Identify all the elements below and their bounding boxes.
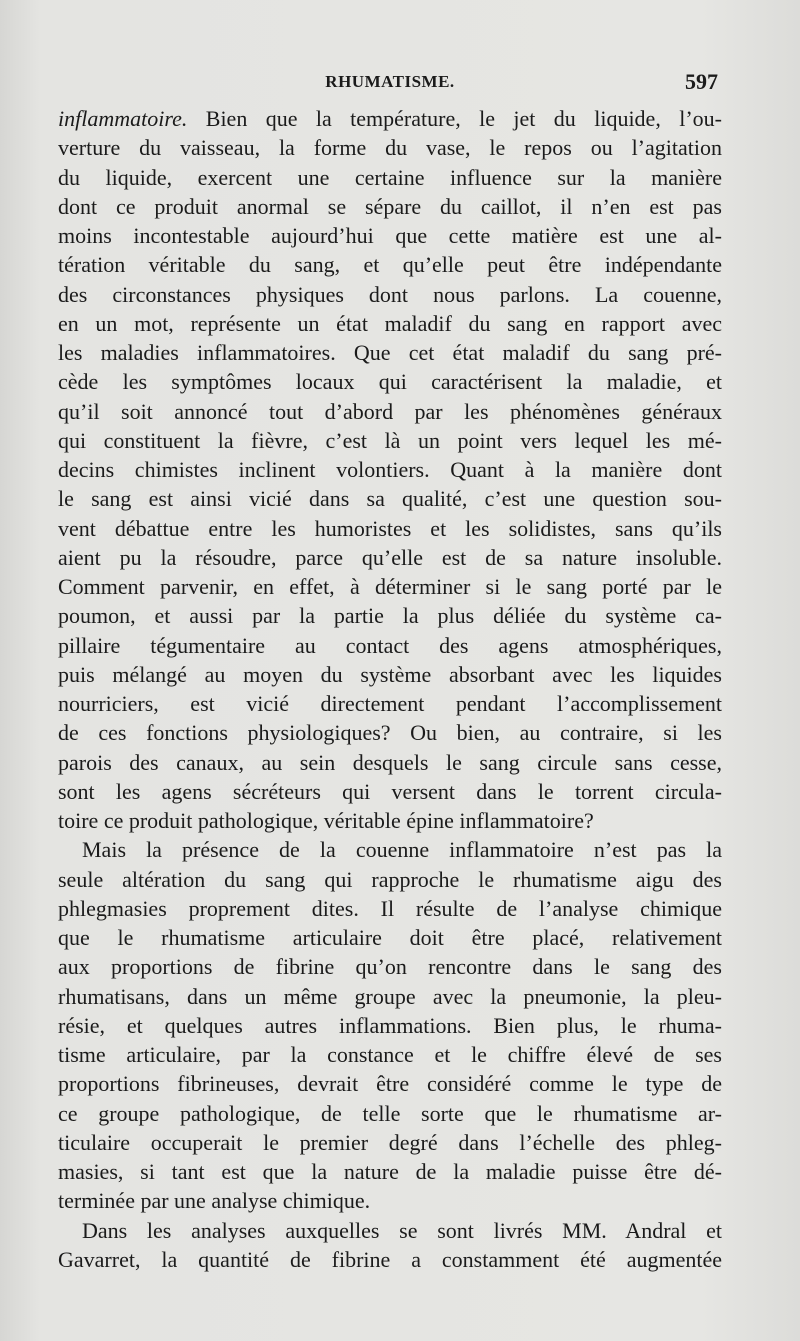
line-text: aux proportions de fibrine qu’on rencontre dans le sang des [58, 954, 722, 980]
line-text: cède les symptômes locaux qui caractérisent la maladie, et [58, 369, 722, 395]
line-text: ce groupe pathologique, de telle sorte que le rhumatisme ar- [58, 1100, 722, 1126]
running-head: RHUMATISME. [325, 72, 455, 91]
text-line [58, 660, 722, 689]
text-line [58, 689, 722, 718]
body-text [58, 104, 722, 1274]
text-line [58, 338, 722, 367]
text-line [58, 806, 722, 835]
text-line [58, 1040, 722, 1069]
line-text: verture du vaisseau, la forme du vase, le repos ou l’agitation [58, 135, 722, 161]
line-text: tisme articulaire, par la constance et le chiffre élevé de ses [58, 1042, 722, 1067]
line-text: masies, si tant est que la nature de la maladie puisse être dé- [58, 1159, 722, 1184]
text-line [58, 484, 722, 513]
text-line [58, 952, 722, 981]
text-line [58, 397, 722, 426]
text-line [58, 1186, 722, 1215]
text-line [58, 426, 722, 455]
text-line [58, 133, 722, 162]
text-line [58, 894, 722, 923]
text-line [58, 601, 722, 630]
text-line [58, 309, 722, 338]
text-line [58, 982, 722, 1011]
text-line [58, 777, 722, 806]
line-text: Mais la présence de la couenne inflammatoire n’est pas la [82, 837, 722, 863]
line-text: toire ce produit pathologique, véritable épine inflammatoire? [58, 808, 594, 833]
text-line [58, 1128, 722, 1157]
text-line [58, 1011, 722, 1040]
text-line [58, 367, 722, 396]
text-line [58, 865, 722, 894]
line-text: puis mélangé au moyen du système absorbant avec les liquides [58, 661, 722, 687]
line-text: qui constituent la fièvre, c’est là un point vers lequel les mé- [58, 427, 722, 453]
line-text: qu’il soit annoncé tout d’abord par les phénomènes généraux [58, 398, 722, 424]
text-line [58, 250, 722, 279]
line-text: du liquide, exercent une certaine influence sur la manière [58, 164, 722, 190]
line-text: phlegmasies proprement dites. Il résulte de l’analyse chimique [58, 895, 722, 921]
line-text: aient pu la résoudre, parce qu’elle est de sa nature insoluble. [58, 544, 722, 570]
line-text: sont les agens sécréteurs qui versent dans le torrent circula- [58, 778, 722, 804]
page-number: 597 [685, 69, 718, 94]
line-text: moins incontestable aujourd’hui que cette matière est une al- [58, 223, 722, 248]
line-text: le sang est ainsi vicié dans sa qualité, c’est une question sou- [58, 486, 722, 512]
text-line [58, 631, 722, 660]
line-text: terminée par une analyse chimique. [58, 1188, 371, 1214]
text-line [58, 163, 722, 192]
line-text: tération véritable du sang, et qu’elle peut être indépendante [58, 252, 722, 278]
text-line [58, 572, 722, 601]
line-text: ticulaire occuperait le premier degré dans l’échelle des phleg- [58, 1129, 722, 1155]
text-line [58, 923, 722, 952]
line-text: decins chimistes inclinent volontiers. Quant à la manière dont [58, 457, 722, 482]
text-line [58, 514, 722, 543]
line-text: Comment parvenir, en effet, à déterminer si le sang porté par le [58, 574, 722, 599]
text-line [58, 748, 722, 777]
line-text: parois des canaux, au sein desquels le sang circule sans cesse, [58, 749, 722, 775]
text-line [58, 835, 722, 864]
line-text: seule altération du sang qui rapproche le rhumatisme aigu des [58, 866, 722, 892]
line-text: vent débattue entre les humoristes et les solidistes, sans qu’ils [58, 515, 722, 541]
line-text: que le rhumatisme articulaire doit être placé, relativement [58, 925, 722, 950]
italic-term: inflammatoire. [58, 106, 188, 131]
text-line [58, 1069, 722, 1098]
line-text: rhumatisans, dans un même groupe avec la pneumonie, la pleu- [58, 983, 722, 1009]
line-text: résie, et quelques autres inflammations. Bien plus, le rhuma- [58, 1012, 722, 1038]
line-text: en un mot, représente un état maladif du sang en rapport avec [58, 310, 722, 336]
text-line [58, 1157, 722, 1186]
text-line [58, 192, 722, 221]
line-text: Dans les analyses auxquelles se sont livrés MM. Andral et [82, 1217, 722, 1243]
text-line [58, 543, 722, 572]
line-text: proportions fibrineuses, devrait être considéré comme le type de [58, 1071, 722, 1097]
line-text: pillaire tégumentaire au contact des agens atmosphériques, [58, 632, 722, 658]
text-line [58, 1099, 722, 1128]
text-line [58, 104, 722, 133]
text-line [58, 280, 722, 309]
line-text: Gavarret, la quantité de fibrine a constamment été augmentée [58, 1246, 722, 1272]
text-line [58, 718, 722, 747]
text-line [58, 221, 722, 250]
line-text: des circonstances physiques dont nous parlons. La couenne, [58, 281, 722, 307]
line-text: poumon, et aussi par la partie la plus déliée du système ca- [58, 603, 722, 629]
text-line [58, 455, 722, 484]
line-text: dont ce produit anormal se sépare du caillot, il n’en est pas [58, 193, 722, 219]
line-text: de ces fonctions physiologiques? Ou bien, au contraire, si les [58, 720, 722, 746]
text-line [58, 1216, 722, 1245]
text-line [58, 1245, 722, 1274]
line-text: les maladies inflammatoires. Que cet état maladif du sang pré- [58, 340, 722, 365]
line-text: nourriciers, est vicié directement pendant l’accomplissement [58, 691, 722, 716]
line-text: Bien que la température, le jet du liquide, l’ou- [187, 106, 722, 131]
page-header [60, 69, 720, 102]
